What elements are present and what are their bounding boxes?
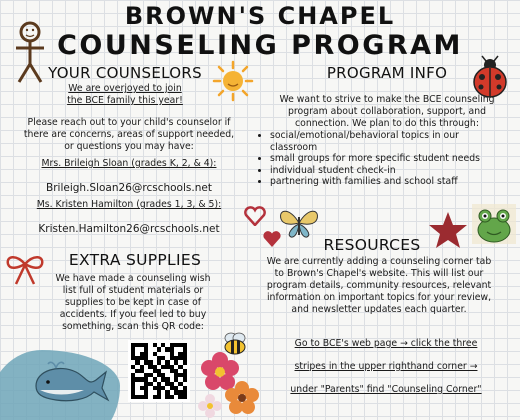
resources-heading: RESOURCES bbox=[323, 236, 421, 254]
frog-icon bbox=[470, 200, 518, 246]
extra-supplies-body-line-1: We have made a counseling wish bbox=[55, 273, 211, 284]
flower-icon bbox=[196, 350, 264, 420]
title-line-2: COUNSELING PROGRAM bbox=[57, 30, 463, 61]
program-info-bullet: • individual student check-in bbox=[270, 165, 480, 177]
counselors-heading: YOUR COUNSELORS bbox=[48, 64, 202, 82]
extra-supplies-body-line-3: supplies to be kept in case of bbox=[64, 297, 202, 308]
star-icon bbox=[428, 210, 468, 250]
program-info-bullet: • partnering with families and school staff bbox=[270, 176, 480, 188]
extra-supplies-body-line-5: something, scan this QR code: bbox=[62, 321, 204, 332]
resources-link-line-2[interactable]: stripes in the upper righthand corner → bbox=[294, 361, 478, 372]
resources-body-line-2: to Brown's Chapel's website. This will list our bbox=[274, 268, 484, 279]
program-info-heading: PROGRAM INFO bbox=[326, 64, 448, 82]
counselors-intro-line-2: the BCE family this year! bbox=[67, 95, 183, 106]
counselors-body-line-1: Please reach out to your child's counselor if bbox=[27, 117, 231, 128]
whale-icon bbox=[30, 358, 110, 406]
resources-link-line-3[interactable]: under "Parents" find "Counseling Corner" bbox=[290, 384, 482, 395]
extra-supplies-body-line-4: accidents. If you feel led to buy bbox=[59, 309, 207, 320]
program-info-bullet: • social/emotional/behavioral topics in our classroom bbox=[270, 130, 480, 153]
heart-icon bbox=[244, 206, 266, 226]
counselor-1-email[interactable]: Brileigh.Sloan26@rcschools.net bbox=[46, 182, 212, 194]
counselors-body-line-2: there are concerns, areas of support needed, bbox=[23, 129, 235, 140]
counselors-body-line-3: or questions you may have: bbox=[64, 141, 194, 152]
resources-body-line-4: information on important topics for your review, bbox=[266, 292, 492, 303]
counselor-2-name: Ms. Kristen Hamilton (grades 1, 3, & 5): bbox=[36, 199, 222, 210]
program-info-body-line-2: program about collaboration, support, and bbox=[287, 106, 486, 117]
counselors-intro-line-1: We are overjoyed to join bbox=[68, 83, 182, 94]
extra-supplies-heading: EXTRA SUPPLIES bbox=[68, 251, 202, 269]
program-info-bullet-list bbox=[256, 130, 480, 188]
program-info-body-line-1: We want to strive to make the BCE counseling bbox=[279, 94, 495, 105]
title-line-1: BROWN'S CHAPEL bbox=[124, 2, 396, 30]
resources-link-line-1[interactable]: Go to BCE's web page → click the three bbox=[294, 338, 478, 349]
resources-body-line-5: and newsletter updates each quarter. bbox=[291, 304, 467, 315]
resources-body-line-3: program details, community resources, relevant bbox=[266, 280, 492, 291]
qr-code[interactable] bbox=[128, 340, 190, 402]
resources-body-line-1: We are currently adding a counseling corner tab bbox=[266, 256, 492, 267]
program-info-body-line-3: connection. We plan to do this through: bbox=[295, 118, 479, 129]
program-info-bullet: • small groups for more specific student needs bbox=[270, 153, 480, 165]
counselor-1-name: Mrs. Brileigh Sloan (grades K, 2, & 4): bbox=[41, 158, 217, 169]
counselor-2-email[interactable]: Kristen.Hamilton26@rcschools.net bbox=[38, 223, 220, 235]
extra-supplies-body-line-2: list full of student materials or bbox=[62, 285, 204, 296]
